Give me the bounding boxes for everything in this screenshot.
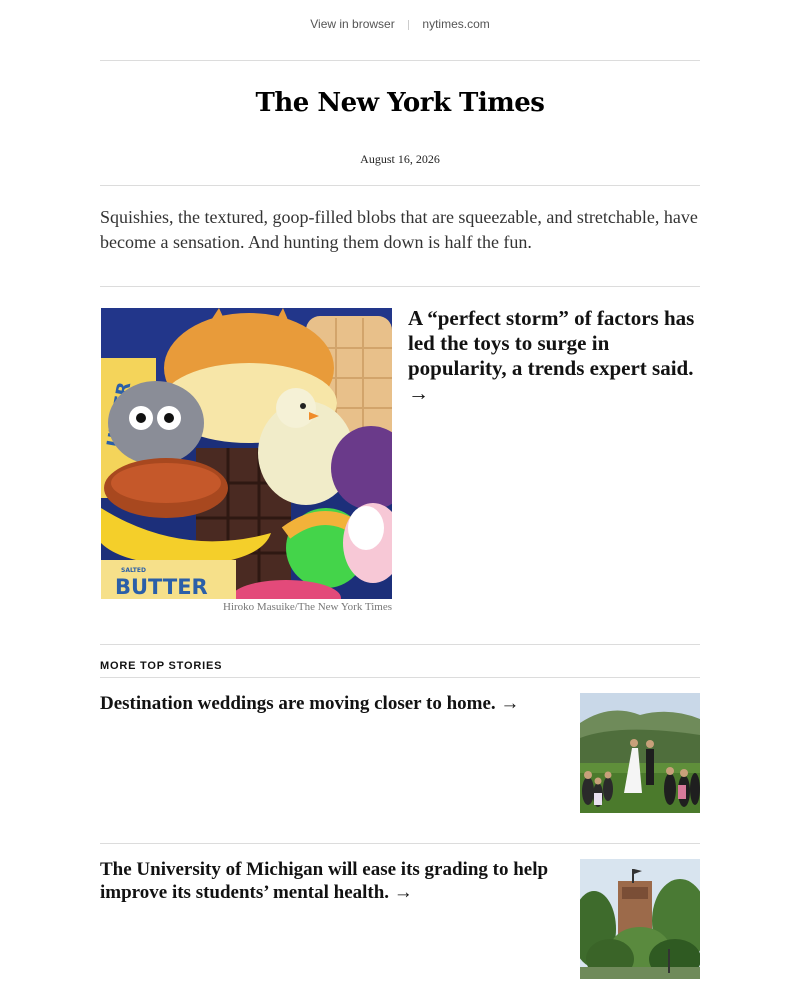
photo-credit: Hiroko Masuike/The New York Times [223, 601, 392, 613]
lead-headline-link[interactable]: A “perfect storm” of factors has led the toys to surge in popularity, a trends expert said. → [408, 306, 695, 405]
view-in-browser-link[interactable]: View in browser [310, 17, 395, 31]
divider [100, 60, 700, 61]
divider [408, 20, 409, 30]
nytimes-link[interactable]: nytimes.com [422, 17, 490, 31]
butter-label: BUTTER [115, 575, 208, 599]
story-headline-link[interactable]: The University of Michigan will ease its grading to help improve its students’ mental health. → [100, 859, 549, 903]
story-headline-link[interactable]: Destination weddings are moving closer to home. → [100, 693, 520, 714]
campus-tower-photo[interactable] [580, 859, 700, 979]
wedding-photo[interactable] [580, 693, 700, 813]
squishies-photo[interactable] [101, 308, 392, 599]
masthead [0, 88, 800, 118]
divider [100, 644, 700, 645]
intro-text: Squishies, the textured, goop-filled blobs that are squeezable, and stretchable, have become a sensation. And hunting them down is half the fun. [100, 207, 698, 252]
divider [100, 843, 700, 844]
nyt-logo[interactable]: The New York Times [255, 88, 545, 118]
divider [100, 185, 700, 186]
divider [100, 286, 700, 287]
newsletter-date: August 16, 2026 [360, 152, 440, 166]
salted-label: SALTED [121, 567, 146, 574]
section-label: MORE TOP STORIES [100, 660, 223, 672]
top-links [0, 17, 800, 31]
divider [100, 677, 700, 678]
